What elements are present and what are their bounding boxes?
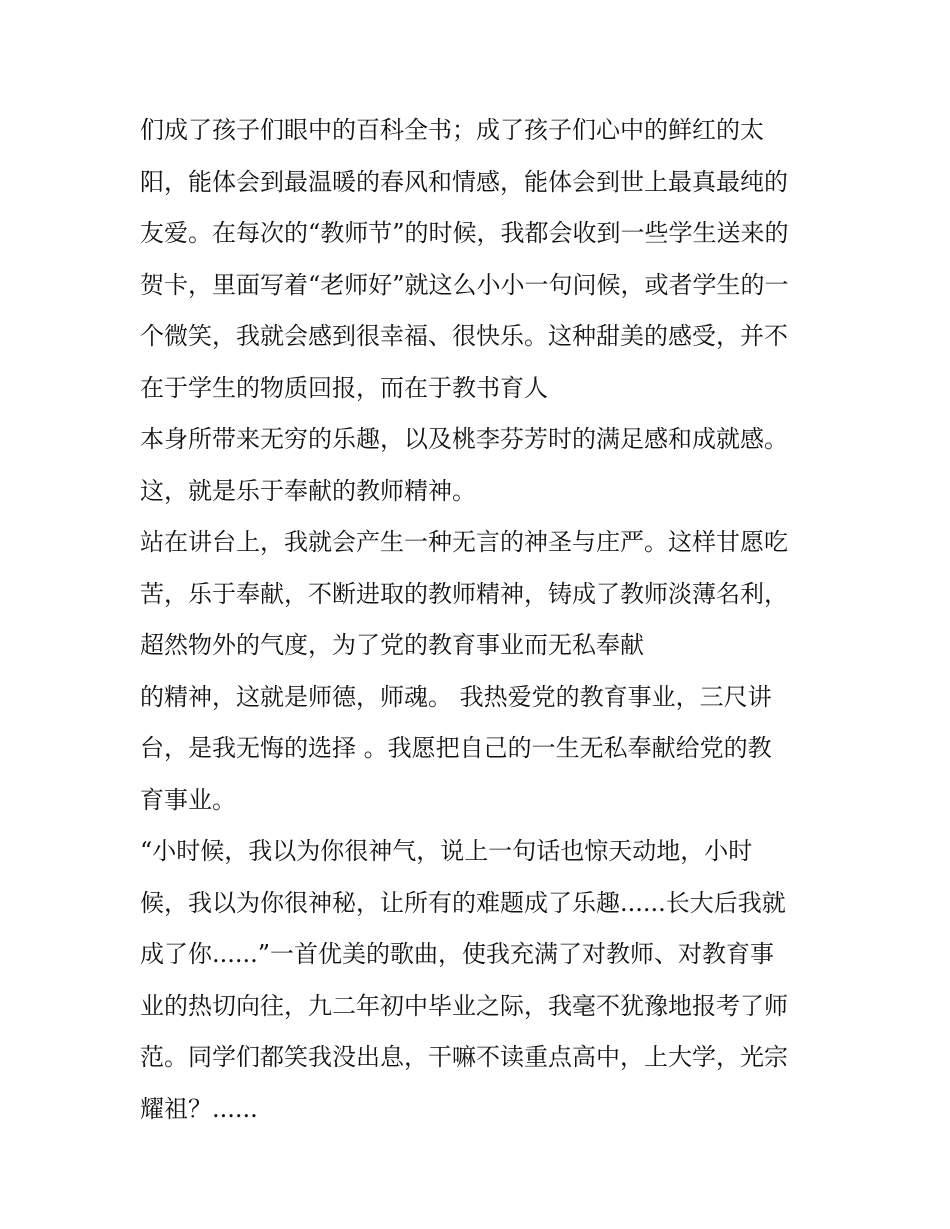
text-line: 贺卡，里面写着“老师好”就这么小小一句问候，或者学生的一 xyxy=(140,270,789,299)
text-line: 业的热切向往，九二年初中毕业之际，我毫不犹豫地报考了师 xyxy=(140,991,788,1020)
text-line: 的精神，这就是师德，师魂。 我热爱党的教育事业，三尺讲 xyxy=(140,682,772,711)
text-line: “小时候，我以为你很神气，说上一句话也惊天动地，小时 xyxy=(140,837,753,865)
text-line: 耀祖？...... xyxy=(140,1094,258,1123)
text-line: 育事业。 xyxy=(140,785,236,814)
text-line: 们成了孩子们眼中的百科全书；成了孩子们心中的鲜红的太 xyxy=(140,116,764,144)
text-line: 范。同学们都笑我没出息，干嘛不读重点高中，上大学，光宗 xyxy=(140,1043,788,1071)
text-line: 阳，能体会到最温暖的春风和情感，能体会到世上最真最纯的 xyxy=(140,167,788,196)
text-line: 苦，乐于奉献，不断进取的教师精神，铸成了教师淡薄名利， xyxy=(140,579,788,608)
text-line: 个微笑，我就会感到很幸福、很快乐。这种甜美的感受，并不 xyxy=(140,322,788,350)
text-line: 在于学生的物质回报，而在于教书育人 xyxy=(140,373,548,402)
body-text xyxy=(140,105,820,1135)
text-line: 台，是我无悔的选择 。我愿把自己的一生无私奉献给党的教 xyxy=(140,734,772,762)
text-line: 友爱。在每次的“教师节”的时候，我都会收到一些学生送来的 xyxy=(140,219,789,247)
text-line: 本身所带来无穷的乐趣，以及桃李芬芳时的满足感和成就感。 xyxy=(140,425,788,453)
text-line: 候，我以为你很神秘，让所有的难题成了乐趣......长大后我就 xyxy=(140,888,786,917)
text-line: 成了你......”一首优美的歌曲，使我充满了对教师、对教育事 xyxy=(140,940,775,968)
text-line: 超然物外的气度，为了党的教育事业而无私奉献 xyxy=(140,631,644,659)
text-line: 站在讲台上，我就会产生一种无言的神圣与庄严。这样甘愿吃 xyxy=(140,528,788,556)
text-line: 这，就是乐于奉献的教师精神。 xyxy=(140,476,476,505)
